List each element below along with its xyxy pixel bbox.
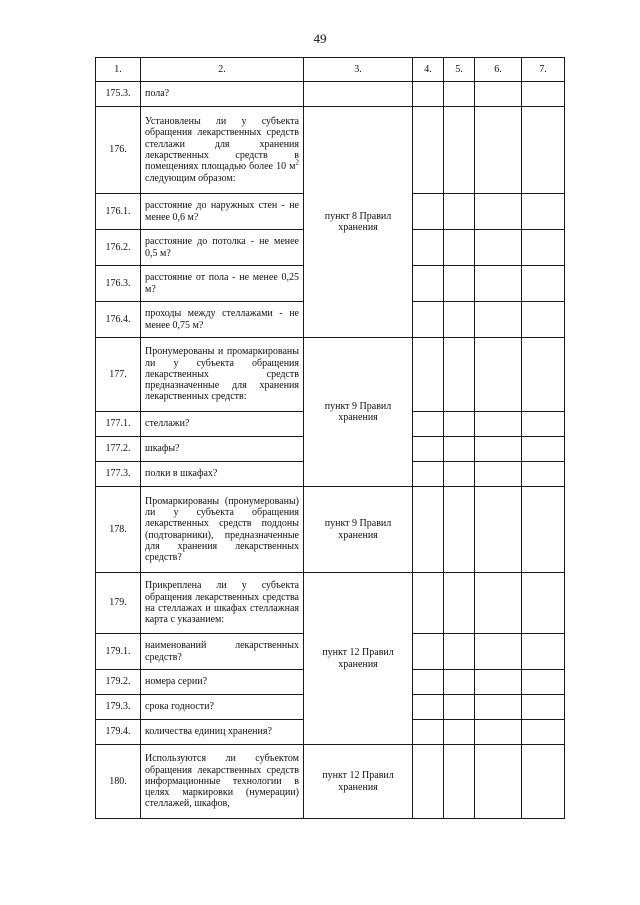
item-number: 176.4. <box>96 302 141 338</box>
answer-cell <box>475 695 522 720</box>
answer-cell <box>522 487 565 573</box>
legal-reference: пункт 9 Правил хранения <box>304 338 413 487</box>
item-number: 179.1. <box>96 634 141 670</box>
item-question: расстояние от пола - не менее 0,25 м? <box>141 266 304 302</box>
answer-cell <box>413 266 444 302</box>
item-question: проходы между стеллажами - не менее 0,75 м? <box>141 302 304 338</box>
item-question: Установлены ли у субъекта обращения лекарственных средств стеллажи для хранения лекарственных средств в помещениях площадью более 10 $м^2$ следующим образом: <box>141 107 304 194</box>
item-question: Промаркированы (пронумерованы) ли у субъекта обращения лекарственных средств поддоны (подтоварники), предназначенные для хранения лекарственных средств? <box>141 487 304 573</box>
table-row <box>96 745 565 819</box>
answer-cell <box>475 82 522 107</box>
answer-cell <box>444 266 475 302</box>
answer-cell <box>444 670 475 695</box>
column-header: 6. <box>475 58 522 82</box>
answer-cell <box>522 437 565 462</box>
answer-cell <box>444 107 475 194</box>
answer-cell <box>475 720 522 745</box>
item-number: 177.2. <box>96 437 141 462</box>
answer-cell <box>413 107 444 194</box>
table-row <box>96 107 565 194</box>
answer-cell <box>475 266 522 302</box>
item-number: 176.2. <box>96 230 141 266</box>
answer-cell <box>522 573 565 634</box>
item-number: 180. <box>96 745 141 819</box>
table-row <box>96 573 565 634</box>
table-row <box>96 338 565 412</box>
answer-cell <box>444 338 475 412</box>
item-question: пола? <box>141 82 304 107</box>
answer-cell <box>475 302 522 338</box>
item-question: Прикреплена ли у субъекта обращения лекарственных средства на стеллажах и шкафах стеллажная карта с указанием: <box>141 573 304 634</box>
legal-reference: пункт 9 Правил хранения <box>304 487 413 573</box>
item-number: 176. <box>96 107 141 194</box>
item-number: 179. <box>96 573 141 634</box>
item-question: номера серии? <box>141 670 304 695</box>
answer-cell <box>413 412 444 437</box>
answer-cell <box>444 194 475 230</box>
answer-cell <box>522 634 565 670</box>
item-question: расстояние до наружных стен - не менее 0,6 м? <box>141 194 304 230</box>
answer-cell <box>413 230 444 266</box>
item-number: 179.2. <box>96 670 141 695</box>
answer-cell <box>413 720 444 745</box>
answer-cell <box>475 462 522 487</box>
answer-cell <box>413 82 444 107</box>
legal-reference: пункт 12 Правил хранения <box>304 745 413 819</box>
answer-cell <box>522 266 565 302</box>
answer-cell <box>475 573 522 634</box>
legal-reference: пункт 8 Правил хранения <box>304 107 413 338</box>
answer-cell <box>475 338 522 412</box>
column-header: 5. <box>444 58 475 82</box>
answer-cell <box>522 695 565 720</box>
item-question: срока годности? <box>141 695 304 720</box>
answer-cell <box>522 338 565 412</box>
item-question: расстояние до потолка - не менее 0,5 м? <box>141 230 304 266</box>
column-header: 1. <box>96 58 141 82</box>
inspection-checklist-table <box>95 57 565 819</box>
column-header: 2. <box>141 58 304 82</box>
answer-cell <box>475 487 522 573</box>
answer-cell <box>413 437 444 462</box>
item-number: 177.3. <box>96 462 141 487</box>
item-number: 177. <box>96 338 141 412</box>
column-header: 7. <box>522 58 565 82</box>
answer-cell <box>444 634 475 670</box>
item-number: 179.4. <box>96 720 141 745</box>
answer-cell <box>522 720 565 745</box>
answer-cell <box>413 194 444 230</box>
item-question: полки в шкафах? <box>141 462 304 487</box>
table-row <box>96 487 565 573</box>
legal-reference: пункт 12 Правил хранения <box>304 573 413 745</box>
item-question: шкафы? <box>141 437 304 462</box>
item-number: 178. <box>96 487 141 573</box>
answer-cell <box>413 462 444 487</box>
answer-cell <box>444 412 475 437</box>
answer-cell <box>444 302 475 338</box>
answer-cell <box>444 695 475 720</box>
answer-cell <box>413 634 444 670</box>
answer-cell <box>444 82 475 107</box>
answer-cell <box>444 720 475 745</box>
table-header-row <box>96 58 565 82</box>
answer-cell <box>413 670 444 695</box>
item-number: 176.1. <box>96 194 141 230</box>
item-question: Используются ли субъектом обращения лекарственных средств информационные технологии в целях маркировки (нумерации) стеллажей, шкафов, <box>141 745 304 819</box>
answer-cell <box>444 745 475 819</box>
item-number: 177.1. <box>96 412 141 437</box>
answer-cell <box>522 82 565 107</box>
answer-cell <box>413 573 444 634</box>
answer-cell <box>522 412 565 437</box>
item-number: 179.3. <box>96 695 141 720</box>
column-header: 4. <box>413 58 444 82</box>
answer-cell <box>475 437 522 462</box>
answer-cell <box>522 745 565 819</box>
answer-cell <box>413 487 444 573</box>
answer-cell <box>522 107 565 194</box>
answer-cell <box>475 670 522 695</box>
answer-cell <box>522 194 565 230</box>
answer-cell <box>413 745 444 819</box>
answer-cell <box>475 230 522 266</box>
answer-cell <box>522 462 565 487</box>
answer-cell <box>522 302 565 338</box>
answer-cell <box>413 338 444 412</box>
answer-cell <box>444 573 475 634</box>
item-number: 175.3. <box>96 82 141 107</box>
answer-cell <box>444 230 475 266</box>
reference-cell <box>304 82 413 107</box>
answer-cell <box>475 194 522 230</box>
item-question: Пронумерованы и промаркированы ли у субъекта обращения лекарственных средств предназначенные для хранения лекарственных средств: <box>141 338 304 412</box>
answer-cell <box>444 487 475 573</box>
item-number: 176.3. <box>96 266 141 302</box>
item-question: количества единиц хранения? <box>141 720 304 745</box>
answer-cell <box>475 412 522 437</box>
column-header: 3. <box>304 58 413 82</box>
table-row <box>96 82 565 107</box>
answer-cell <box>522 230 565 266</box>
page-number: 49 <box>313 31 327 46</box>
answer-cell <box>413 695 444 720</box>
answer-cell <box>444 462 475 487</box>
answer-cell <box>475 634 522 670</box>
answer-cell <box>522 670 565 695</box>
answer-cell <box>475 107 522 194</box>
answer-cell <box>444 437 475 462</box>
item-question: наименований лекарственных средств? <box>141 634 304 670</box>
answer-cell <box>413 302 444 338</box>
answer-cell <box>475 745 522 819</box>
item-question: стеллажи? <box>141 412 304 437</box>
